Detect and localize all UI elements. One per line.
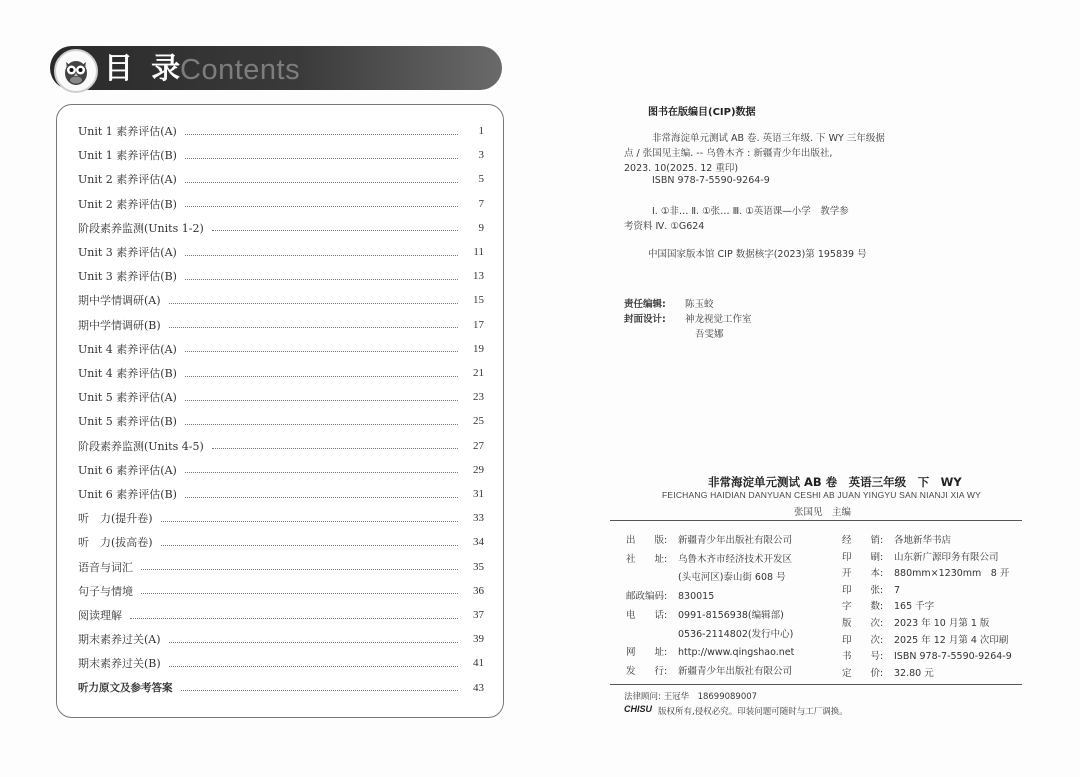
editor-label: 责任编辑: <box>624 299 666 310</box>
editor-name: 陈玉蛟 <box>685 299 714 310</box>
toc-entry-title: 阅读理解 <box>78 609 122 622</box>
publication-info-row <box>626 663 792 677</box>
toc-entry[interactable] <box>78 580 484 602</box>
publication-info-row <box>842 549 999 563</box>
toc-entry-page: 15 <box>473 294 484 307</box>
publication-info-row <box>626 644 794 658</box>
toc-entry[interactable] <box>78 483 484 505</box>
publication-info-value: ISBN 978-7-5590-9264-9 <box>894 651 1012 663</box>
toc-entry-page: 13 <box>473 270 484 283</box>
toc-entry[interactable] <box>78 265 484 287</box>
design-name: 神龙视觉工作室 <box>685 314 752 325</box>
toc-entry-page: 37 <box>473 609 484 621</box>
toc-entry-page: 29 <box>473 463 484 476</box>
publication-info-value: 2025 年 12 月第 4 次印刷 <box>894 634 1009 646</box>
toc-leader-dots <box>185 424 458 425</box>
publication-info-label: 邮政编码: <box>626 591 668 603</box>
toc-entry[interactable] <box>78 459 484 481</box>
toc-entry-page: 39 <box>473 633 484 646</box>
legal-advisor: 法律顾问: 王冠华 18699089007 <box>624 692 758 702</box>
toc-entry-title: Unit 6 素养评估(A) <box>78 463 177 477</box>
cip-line: 点 / 张国见主编. -- 乌鲁木齐 : 新疆青少年出版社, <box>624 148 833 159</box>
toc-leader-dots <box>185 206 458 207</box>
publication-info-label: 书 号: <box>842 651 884 663</box>
design-name-2: 吾雯娜 <box>695 329 724 340</box>
toc-leader-dots <box>169 666 458 667</box>
toc-entry-page: 17 <box>473 318 484 331</box>
toc-entry[interactable] <box>78 362 484 384</box>
toc-entry-page: 43 <box>473 681 484 694</box>
toc-entry[interactable] <box>78 338 484 360</box>
toc-entry-page: 1 <box>478 125 484 137</box>
publication-info-value: http://www.qingshao.net <box>678 647 795 659</box>
toc-entry-page: 9 <box>478 221 484 234</box>
toc-entry-page: 36 <box>473 584 484 597</box>
publication-info-value: 880mm×1230mm 8 开 <box>894 568 1010 580</box>
publication-info-row <box>842 565 1009 579</box>
toc-entry-page: 25 <box>473 415 484 428</box>
toc-entry-page: 34 <box>473 536 484 549</box>
toc-entry-page: 31 <box>473 488 484 500</box>
toc-entry[interactable] <box>78 410 484 432</box>
toc-entry[interactable] <box>78 435 484 457</box>
publication-info-value: 新疆青少年出版社有限公司 <box>678 535 793 546</box>
toc-leader-dots <box>141 569 458 570</box>
toc-entry[interactable] <box>78 531 484 553</box>
publication-info-label: 版 次: <box>842 618 884 629</box>
cip-line: 2023. 10(2025. 12 重印) <box>624 163 739 174</box>
publication-info-row <box>842 632 1008 646</box>
toc-entry-title: 期末素养过关(B) <box>78 657 161 671</box>
toc-entry-page: 35 <box>473 560 484 573</box>
toc-entry[interactable] <box>78 241 484 263</box>
toc-entry-title: Unit 5 素养评估(B) <box>78 415 177 429</box>
toc-entry[interactable] <box>78 314 484 336</box>
toc-leader-dots <box>185 400 458 401</box>
publication-info-label: 开 本: <box>842 568 884 580</box>
toc-entry-page: 27 <box>473 439 484 452</box>
toc-entry-title: 句子与情境 <box>78 584 133 598</box>
toc-leader-dots <box>169 642 458 643</box>
publication-info-value: 山东新广源印务有限公司 <box>894 551 999 563</box>
toc-entry-page: 21 <box>473 367 484 379</box>
publication-info-label: 网 址: <box>626 647 668 659</box>
toc-entry-title: 听 力(拔高卷) <box>78 536 153 550</box>
toc-entry[interactable] <box>78 120 484 142</box>
toc-entry-page: 33 <box>473 512 484 525</box>
publication-info-row <box>842 582 900 596</box>
contents-subtitle: Contents <box>180 54 301 86</box>
toc-entry[interactable] <box>78 217 484 239</box>
publication-info-label: 电 话: <box>626 609 668 621</box>
toc-entry-title: Unit 2 素养评估(A) <box>78 173 177 187</box>
toc-entry-title: Unit 3 素养评估(B) <box>78 270 177 284</box>
publication-info-label: 印 刷: <box>842 551 884 563</box>
toc-leader-dots <box>212 448 458 449</box>
publication-info-label: 印 张: <box>842 584 884 596</box>
toc-entry-title: Unit 5 素养评估(A) <box>78 391 177 405</box>
toc-entry-page: 7 <box>478 197 484 210</box>
toc-leader-dots <box>185 376 458 377</box>
publication-info-row <box>626 607 784 621</box>
toc-leader-dots <box>212 230 458 231</box>
owl-mascot-icon <box>54 49 98 93</box>
chisu-logo: CHISU <box>624 704 653 714</box>
cip-line: 非常海淀单元测试 AB 卷. 英语三年级. 下 WY 三年级据 <box>652 133 885 144</box>
copyright-notice: 版权所有,侵权必究。印装问题可随时与工厂调换。 <box>658 707 848 717</box>
toc-entry-title: 期中学情调研(A) <box>78 294 161 308</box>
divider-line <box>610 520 1022 521</box>
toc-leader-dots <box>169 327 458 328</box>
toc-entry[interactable] <box>78 168 484 190</box>
publication-info-label: 印 次: <box>842 634 884 646</box>
toc-leader-dots <box>185 182 458 183</box>
publication-info-row <box>626 626 793 640</box>
toc-entry[interactable] <box>78 193 484 215</box>
toc-entry[interactable] <box>78 386 484 408</box>
publication-info-value: 0991-8156938(编辑部) <box>678 609 784 621</box>
publication-info-value: 新疆青少年出版社有限公司 <box>678 665 793 677</box>
publication-info-label: 出 版: <box>626 535 668 546</box>
publication-info-value: 7 <box>894 584 901 596</box>
publication-info-row <box>626 551 792 565</box>
cip-record: 中国国家版本馆 CIP 数据核字(2023)第 195839 号 <box>648 249 867 260</box>
publication-info-row <box>626 532 792 546</box>
design-label: 封面设计: <box>624 314 666 325</box>
publication-info-value: 各地新华书店 <box>894 535 952 546</box>
contents-title: 目 录 <box>104 51 185 85</box>
publication-info-label: 社 址: <box>626 553 668 565</box>
publication-info-value: 2023 年 10 月第 1 版 <box>894 618 990 629</box>
publication-info-label: 字 数: <box>842 601 884 613</box>
toc-leader-dots <box>185 497 458 498</box>
toc-entry-title: Unit 1 素养评估(B) <box>78 149 177 163</box>
publication-info-value: 乌鲁木齐市经济技术开发区 <box>678 553 793 565</box>
publication-info-value: 165 千字 <box>894 601 935 613</box>
toc-leader-dots <box>185 472 458 473</box>
toc-leader-dots <box>130 618 458 619</box>
toc-entry[interactable] <box>78 604 484 626</box>
toc-entry-page: 5 <box>478 173 484 186</box>
toc-entry-title: 期中学情调研(B) <box>78 318 161 332</box>
book-author: 张国见 主编 <box>794 507 852 518</box>
publication-info-value: (头屯河区)泰山街 608 号 <box>678 572 786 584</box>
toc-entry-page: 19 <box>473 342 484 355</box>
toc-entry-title: Unit 1 素养评估(A) <box>78 125 177 138</box>
toc-entry[interactable] <box>78 144 484 166</box>
toc-entry-title: Unit 2 素养评估(B) <box>78 197 177 211</box>
toc-entry[interactable] <box>78 628 484 650</box>
publication-info-value: 830015 <box>678 591 715 603</box>
cip-heading: 图书在版编目(CIP)数据 <box>648 107 756 118</box>
toc-entry[interactable] <box>78 677 484 699</box>
toc-leader-dots <box>181 690 459 691</box>
toc-entry-title: 阶段素养监测(Units 1-2) <box>78 221 204 235</box>
toc-entry-title: 听 力(提升卷) <box>78 512 153 526</box>
toc-leader-dots <box>161 521 458 522</box>
toc-leader-dots <box>185 158 458 159</box>
publication-info-row <box>842 665 934 679</box>
toc-entry[interactable] <box>78 289 484 311</box>
toc-entry[interactable] <box>78 652 484 674</box>
toc-leader-dots <box>161 545 458 546</box>
cip-class-line: 考资料 Ⅳ. ①G624 <box>624 221 705 232</box>
book-pinyin: FEICHANG HAIDIAN DANYUAN CESHI AB JUAN YINGYU SAN NIANJI XIA WY <box>662 490 981 500</box>
toc-entry-page: 3 <box>478 149 484 162</box>
toc-leader-dots <box>169 303 458 304</box>
toc-entry-title: 阶段素养监测(Units 4-5) <box>78 439 204 453</box>
publication-info-label: 经 销: <box>842 535 884 546</box>
toc-entry-page: 11 <box>473 246 484 258</box>
toc-entry-title: Unit 4 素养评估(A) <box>78 342 177 356</box>
toc-leader-dots <box>185 255 458 256</box>
book-title: 非常海淀单元测试 AB 卷 英语三年级 下 WY <box>708 475 962 489</box>
toc-entry[interactable] <box>78 507 484 529</box>
toc-entry-title: 语音与词汇 <box>78 560 133 574</box>
toc-entry-title: 期末素养过关(A) <box>78 633 161 647</box>
publication-info-label: 定 价: <box>842 667 884 679</box>
toc-leader-dots <box>185 279 458 280</box>
toc-entry-title: Unit 6 素养评估(B) <box>78 488 177 501</box>
toc-entry-title: 听力原文及参考答案 <box>78 682 173 695</box>
toc-entry-title: Unit 3 素养评估(A) <box>78 246 177 259</box>
publication-info-row <box>842 648 1012 662</box>
publication-info-value: 0536-2114802(发行中心) <box>678 628 794 640</box>
cip-class-line: Ⅰ. ①非… Ⅱ. ①张… Ⅲ. ①英语课—小学 教学参 <box>652 206 849 217</box>
publication-info-row <box>842 532 951 546</box>
publication-info-row <box>842 615 989 629</box>
toc-entry-title: Unit 4 素养评估(B) <box>78 367 177 380</box>
toc-entry-page: 41 <box>473 657 484 670</box>
publication-info-row <box>626 569 786 583</box>
publication-info-label: 发 行: <box>626 665 668 677</box>
publication-info-value: 32.80 元 <box>894 667 934 679</box>
publication-info-row <box>842 598 934 612</box>
toc-leader-dots <box>185 134 458 135</box>
divider-line <box>610 684 1022 685</box>
right-page <box>540 0 1080 777</box>
cip-isbn: ISBN 978-7-5590-9264-9 <box>652 175 770 186</box>
toc-leader-dots <box>141 593 458 594</box>
toc-entry[interactable] <box>78 556 484 578</box>
toc-leader-dots <box>185 351 458 352</box>
publication-info-row <box>626 588 714 602</box>
toc-entry-page: 23 <box>473 391 484 404</box>
